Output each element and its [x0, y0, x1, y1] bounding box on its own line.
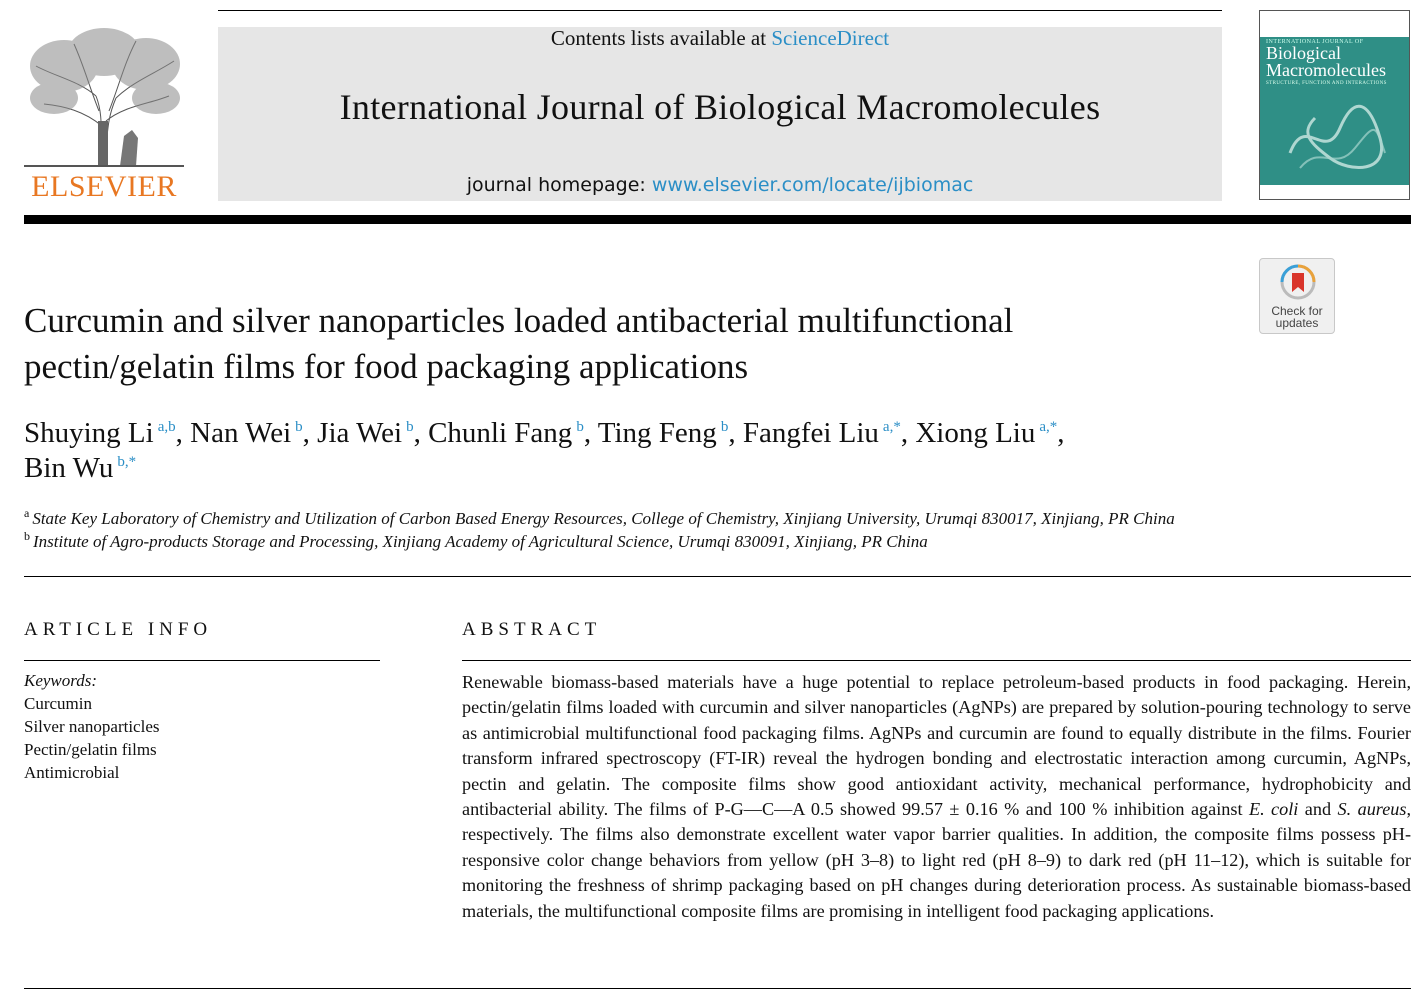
- top-rule: [218, 10, 1222, 11]
- cover-title-line-2: Macromolecules: [1266, 60, 1386, 80]
- paper-title: [24, 298, 1224, 390]
- author-affiliation-mark[interactable]: b,*: [117, 454, 137, 471]
- header-thick-rule: [24, 215, 1411, 224]
- author-name[interactable]: Xiong Liu: [915, 417, 1036, 449]
- protein-structure-icon: [1280, 93, 1395, 178]
- ecoli-term: E. coli: [1248, 799, 1299, 820]
- check-updates-label: [1260, 305, 1334, 329]
- author-separator: ,: [175, 417, 191, 449]
- author-separator: ,: [728, 417, 743, 449]
- cover-title-line-1: Biological: [1266, 43, 1341, 63]
- author-name[interactable]: Fangfei Liu: [742, 417, 879, 449]
- author-separator: ,: [900, 417, 916, 449]
- article-info-rule: [24, 660, 380, 661]
- journal-homepage-link[interactable]: www.elsevier.com/locate/ijbiomac: [651, 174, 974, 196]
- title-line-1: Curcumin and silver nanoparticles loaded antibacterial multifunctional: [24, 301, 1014, 340]
- cover-top-strip: [1260, 11, 1409, 37]
- bottom-rule: [24, 988, 1411, 989]
- affiliation-a: [24, 506, 1175, 529]
- affiliation-mark: a: [24, 506, 30, 521]
- sciencedirect-link[interactable]: ScienceDirect: [771, 26, 890, 50]
- homepage-prefix: journal homepage:: [466, 174, 652, 196]
- author-name[interactable]: Chunli Fang: [428, 417, 573, 449]
- affiliation-mark: b: [24, 529, 30, 544]
- keyword-item: Antimicrobial: [24, 763, 120, 782]
- affiliation-text: Institute of Agro-products Storage and Processing, Xinjiang Academy of Agricultural Science, Urumqi 830091, Xinjiang, PR China: [33, 532, 928, 551]
- article-info-heading: ARTICLE INFO: [24, 619, 213, 640]
- keyword-item: Silver nanoparticles: [24, 717, 160, 736]
- cover-bottom-strip: [1260, 185, 1409, 199]
- abstract-heading: ABSTRACT: [462, 619, 602, 640]
- author-separator: ,: [1057, 417, 1065, 449]
- tree-icon: [24, 26, 184, 171]
- author-name[interactable]: Jia Wei: [317, 417, 403, 449]
- affiliation-text: State Key Laboratory of Chemistry and Utilization of Carbon Based Energy Resources, College of Chemistry, Xinjiang University, Urumqi 830017, Xinjiang, PR China: [32, 509, 1175, 528]
- keyword-item: Pectin/gelatin films: [24, 740, 157, 759]
- section-divider: [24, 576, 1411, 577]
- keywords-label: Keywords:: [24, 671, 98, 690]
- author-name[interactable]: Bin Wu: [24, 452, 114, 484]
- abstract-part-1: Renewable biomass-based materials have a huge potential to replace petroleum-based products in food packaging. Herein, pectin/gelatin films loaded with curcumin and silver nanoparticles (AgNPs) are prepared by solution-pouring technology to serve as antimicrobial multifunctional food packaging films. AgNPs and curcumin are found to equally distribute in the films. Fourier transform infrared spectroscopy (FT-IR) reveal the hydrogen bonding and electrostatic interaction among curcumin, AgNPs, pectin and gelatin. The composite films show good antioxidant activity, mechanical performance, hydrophobicity and antibacterial ability. The films of P-G—C—A 0.5 showed 99.57 ± 0.16 % and 100 % inhibition against: [462, 672, 1411, 820]
- author-separator: ,: [583, 417, 598, 449]
- author-affiliation-mark[interactable]: b: [576, 419, 584, 436]
- contents-line: [218, 26, 1222, 51]
- keyword-item: Curcumin: [24, 694, 92, 713]
- author-name[interactable]: Nan Wei: [190, 417, 292, 449]
- cover-title: [1266, 45, 1386, 79]
- title-line-2: pectin/gelatin films for food packaging applications: [24, 347, 749, 386]
- author-affiliation-mark[interactable]: a,b: [157, 419, 176, 436]
- author-list: [24, 416, 1224, 486]
- author-affiliation-mark[interactable]: a,*: [1039, 419, 1058, 436]
- journal-homepage-line: [218, 174, 1222, 196]
- check-for-updates-button[interactable]: [1259, 258, 1335, 334]
- cover-subtitle: STRUCTURE, FUNCTION AND INTERACTIONS: [1266, 81, 1387, 86]
- author-separator: ,: [413, 417, 429, 449]
- cover-small-title: INTERNATIONAL JOURNAL OF: [1266, 39, 1364, 45]
- author-separator: ,: [302, 417, 318, 449]
- contents-prefix: Contents lists available at: [550, 26, 772, 50]
- saureus-term: S. aureus: [1337, 799, 1407, 820]
- check-updates-line-2: updates: [1275, 316, 1319, 330]
- author-affiliation-mark[interactable]: b: [720, 419, 729, 436]
- publisher-name: ELSEVIER: [31, 170, 177, 203]
- abstract-part-3: , respectively. The films also demonstrate excellent water vapor barrier qualities. In addition, the composite films possess pH-responsive color change behaviors from yellow (pH 3–8) to light red (pH 8–9) to dark red (pH 11–12), which is suitable for monitoring the freshness of shrimp packaging based on pH changes during deterioration process. As sustainable biomass-based materials, the multifunctional composite films are promising in intelligent food packaging applications.: [462, 799, 1411, 921]
- author-name[interactable]: Shuying Li: [24, 417, 154, 449]
- keywords-block: [24, 669, 160, 784]
- author-affiliation-mark[interactable]: a,*: [882, 419, 901, 436]
- check-updates-icon: [1280, 264, 1316, 300]
- abstract-rule: [462, 660, 1411, 661]
- abstract-part-2: and: [1298, 799, 1338, 820]
- affiliation-b: [24, 529, 928, 552]
- journal-cover-thumbnail[interactable]: [1259, 10, 1410, 200]
- author-affiliation-mark[interactable]: b: [295, 419, 303, 436]
- abstract-text: [462, 670, 1411, 924]
- author-name[interactable]: Ting Feng: [597, 417, 717, 449]
- author-affiliation-mark[interactable]: b: [406, 419, 414, 436]
- check-updates-line-1: Check for: [1271, 304, 1323, 318]
- journal-title[interactable]: International Journal of Biological Macromolecules: [339, 87, 1101, 127]
